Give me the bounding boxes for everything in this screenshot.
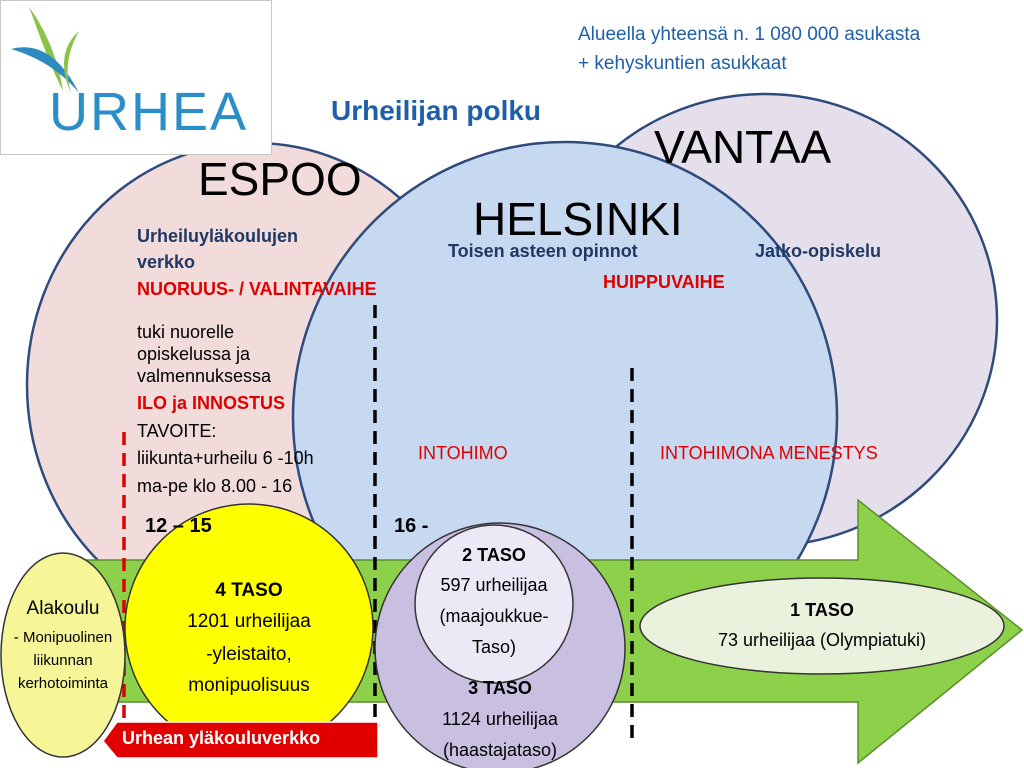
support-line2: opiskelussa ja — [137, 344, 251, 364]
taso2-line3: Taso) — [471, 637, 516, 657]
network-label: Urhean yläkouluverkko — [122, 728, 321, 748]
city-espoo: ESPOO — [198, 153, 362, 205]
area-population-line2: + kehyskuntien asukkaat — [578, 53, 787, 74]
taso2-line2: (maajoukkue- — [439, 606, 549, 626]
network-heading-line1: Urheiluyläkoulujen — [137, 226, 299, 246]
passion-label: INTOHIMO — [418, 443, 508, 463]
page-title: Urheilijan polku — [331, 95, 542, 126]
age-range-16: 16 - — [394, 515, 429, 537]
taso3-line2: (haastajataso) — [442, 740, 558, 760]
taso2-title: 2 TASO — [462, 545, 526, 565]
taso4-title: 4 TASO — [215, 580, 283, 601]
support-line1: tuki nuorelle — [137, 322, 235, 342]
taso1-line1: 73 urheilijaa (Olympiatuki) — [717, 630, 927, 650]
taso3-title: 3 TASO — [468, 678, 532, 698]
goal-line3: ma-pe klo 8.00 - 16 — [137, 476, 293, 496]
alakoulu-line2: liikunnan — [33, 652, 93, 669]
city-vantaa: VANTAA — [654, 121, 832, 173]
secondary-studies-label: Toisen asteen opinnot — [448, 241, 638, 261]
alakoulu-title: Alakoulu — [26, 598, 100, 619]
city-helsinki: HELSINKI — [473, 193, 683, 245]
passion-success-label: INTOHIMONA MENESTYS — [660, 443, 878, 463]
network-heading-line2: verkko — [137, 252, 196, 272]
taso4-line1: 1201 urheilijaa — [187, 611, 311, 632]
peak-phase-label: HUIPPUVAIHE — [603, 272, 725, 292]
taso4-line2: -yleistaito, — [206, 644, 292, 665]
alakoulu-line3: kerhotoiminta — [17, 675, 109, 692]
goal-line1: TAVOITE: — [137, 421, 217, 441]
support-line3: valmennuksessa — [137, 366, 272, 386]
youth-phase-label: NUORUUS- / VALINTAVAIHE — [137, 279, 377, 299]
taso4-line3: monipuolisuus — [188, 675, 310, 696]
further-studies-label: Jatko-opiskelu — [755, 241, 882, 261]
taso3-line1: 1124 urheilijaa — [442, 709, 558, 729]
taso1-oval — [640, 578, 1004, 674]
age-range-12-15: 12 – 15 — [145, 515, 212, 537]
taso2-line1: 597 urheilijaa — [440, 575, 548, 595]
taso1-title: 1 TASO — [790, 600, 854, 620]
urhea-logo — [0, 0, 272, 155]
logo-text: URHEA — [49, 82, 249, 142]
joy-label: ILO ja INNOSTUS — [137, 393, 286, 413]
area-population-line1: Alueella yhteensä n. 1 080 000 asukasta — [578, 24, 921, 45]
alakoulu-line1: - Monipuolinen — [13, 629, 113, 646]
goal-line2: liikunta+urheilu 6 -10h — [137, 448, 314, 468]
